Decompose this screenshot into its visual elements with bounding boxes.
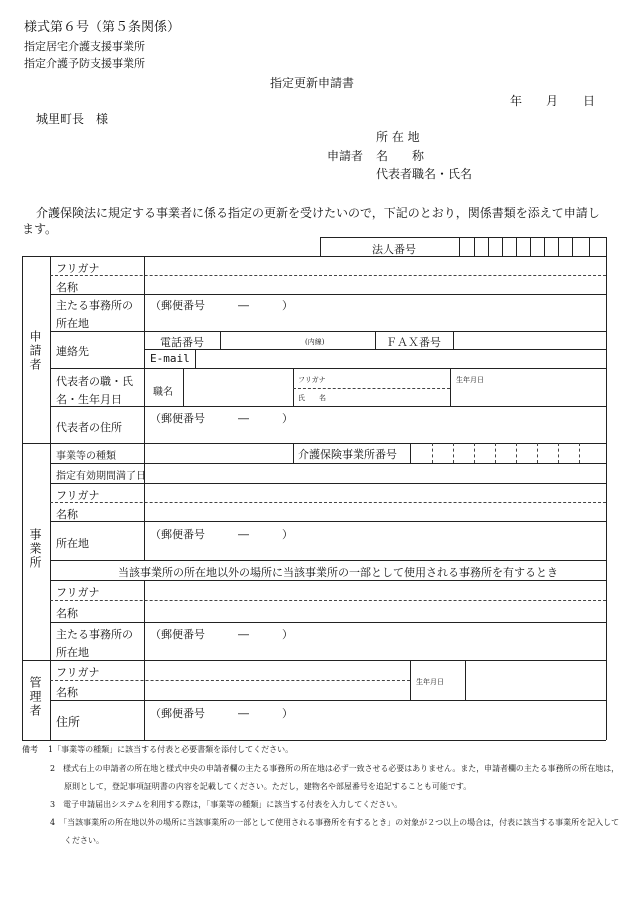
sub-office-furigana-label: フリガナ: [56, 586, 100, 599]
manager-name-label: 名称: [56, 686, 78, 699]
fax-label: ＦＡＸ番号: [386, 336, 441, 349]
rep-postal: （郵便番号 ― ）: [150, 412, 293, 425]
rep-label-2: 名・生年月日: [56, 393, 122, 406]
org-line-2: 指定介護予防支援事業所: [24, 57, 145, 70]
form-number: 様式第６号（第５条関係）: [24, 20, 181, 35]
org-line-1: 指定居宅介護支援事業所: [24, 40, 145, 53]
applicant-main-office-label-1: 主たる事務所の: [56, 299, 133, 312]
applicant-name-row-label: 名称: [56, 281, 78, 294]
date-day: 日: [583, 94, 596, 108]
rep-birth-label: 生年月日: [456, 376, 484, 384]
note-4b: ください。: [64, 836, 104, 845]
manager-postal: （郵便番号 ― ）: [150, 707, 293, 720]
notes-label: 備考: [22, 745, 38, 754]
phone-label: 電話番号: [160, 336, 204, 349]
rep-name-label: 氏 名: [298, 394, 326, 402]
rep-address-label: 代表者の住所: [56, 421, 122, 434]
document-title: 指定更新申請書: [270, 76, 355, 90]
office-postal: （郵便番号 ― ）: [150, 528, 293, 541]
extension-label: (内線): [305, 338, 325, 346]
intro-line-1: 介護保険法に規定する事業者に係る指定の更新を受けたいので，下記のとおり，関係書類を添えて申請し: [36, 206, 600, 220]
applicant-name-label: 名 称: [376, 149, 425, 163]
applicant-furigana-label: フリガナ: [56, 262, 100, 275]
email-label: E-mail: [150, 352, 190, 365]
office-furigana-label: フリガナ: [56, 489, 100, 502]
sub-office-postal: （郵便番号 ― ）: [150, 628, 293, 641]
note-1: 1「事業等の種類」に該当する付表と必要書類を添付してください。: [48, 745, 294, 754]
addressee: 城里町長 様: [36, 112, 109, 126]
manager-address-label: 住所: [56, 715, 81, 729]
note-2a: 2 様式右上の申請者の所在地と様式中央の申請者欄の主たる事務所の所在地は必ず一致させる必要はありません。また，申請者欄の主たる事務所の所在地は，: [50, 764, 620, 773]
corp-number-label: 法人番号: [372, 243, 416, 256]
office-address-label: 所在地: [56, 537, 89, 550]
date-year: 年: [510, 94, 523, 108]
intro-line-2: ます。: [22, 222, 58, 236]
job-title-label: 職名: [153, 387, 173, 398]
sub-office-name-label: 名称: [56, 607, 78, 620]
applicant-main-office-label-2: 所在地: [56, 317, 89, 330]
sub-office-address-label-1: 主たる事務所の: [56, 628, 133, 641]
manager-birth-label: 生年月日: [416, 678, 444, 686]
office-name-label: 名称: [56, 508, 78, 521]
manager-furigana-label: フリガナ: [56, 666, 100, 679]
date-month: 月: [546, 94, 559, 108]
other-place-note: 当該事業所の所在地以外の場所に当該事業所の一部として使用される事務所を有するとき: [118, 566, 558, 579]
insurance-number-label: 介護保険事業所番号: [298, 448, 397, 461]
section-manager: 管理者: [28, 676, 42, 718]
sub-office-address-label-2: 所在地: [56, 646, 89, 659]
rep-label-1: 代表者の職・氏: [56, 375, 133, 388]
applicant-address-label: 所 在 地: [376, 130, 420, 144]
rep-furigana-label: フリガナ: [298, 376, 326, 384]
applicant-label: 申請者: [327, 149, 364, 163]
business-type-label: 事業等の種類: [56, 451, 116, 462]
section-applicant: 申請者: [28, 330, 42, 372]
note-4a: 4 「当該事業所の所在地以外の場所に当該事業所の一部として使用される事務所を有するとき」の対象が２つ以上の場合は，付表に該当する事業所を記入して: [50, 818, 620, 827]
note-2b: 原則として，登記事項証明書の内容を記載してください。ただし，建物名や部屋番号を追記することも可能です。: [64, 782, 472, 791]
applicant-postal: （郵便番号 ― ）: [150, 299, 293, 312]
note-3: 3 電子申請届出システムを利用する際は，「事業等の種類」に該当する付表を入力してください。: [50, 800, 403, 809]
contact-label: 連絡先: [56, 345, 89, 358]
applicant-rep-label: 代表者職名・氏名: [376, 167, 473, 181]
section-office: 事業所: [28, 528, 42, 570]
validity-expiry-label: 指定有効期間満了日: [56, 471, 146, 482]
